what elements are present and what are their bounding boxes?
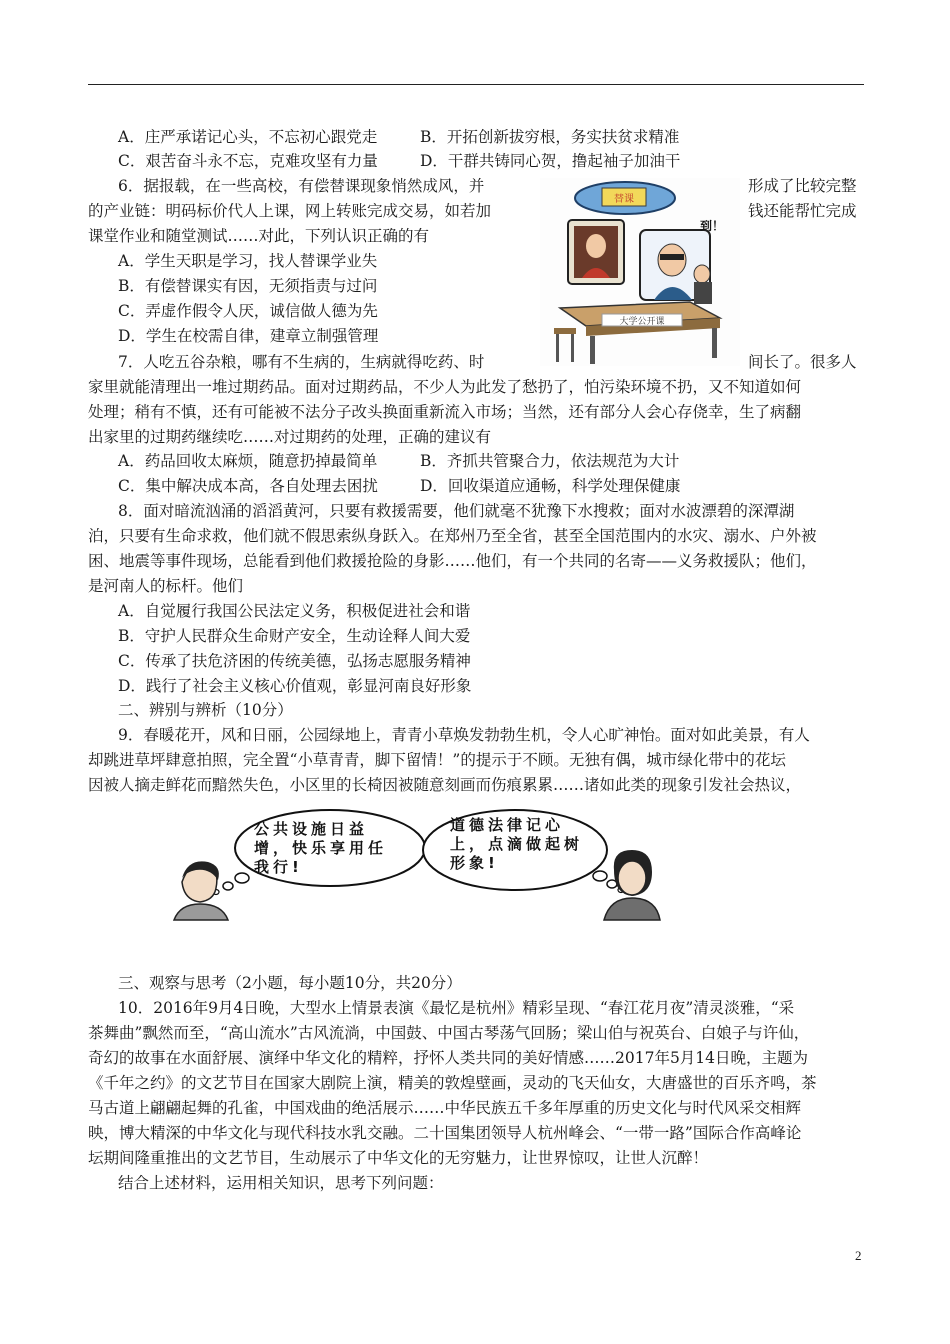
q6-option-d: D．学生在校需自律，建章立制强管理 xyxy=(118,327,379,345)
q7-line1-left: 7．人吃五谷杂粮，哪有不生病的，生病就得吃药、时 xyxy=(118,353,485,371)
q10-line6: 映，博大精深的中华文化与现代科技水乳交融。二十国集团领导人杭州峰会、“一带一路”国际合作高峰论 xyxy=(88,1124,802,1142)
q8-option-b: B．守护人民群众生命财产安全，生动诠释人间大爱 xyxy=(118,627,471,645)
q7-option-a: A．药品回收太麻烦，随意扔掉最简单 xyxy=(118,452,378,470)
q7-line4: 出家里的过期药继续吃……对过期药的处理，正确的建议有 xyxy=(88,428,492,446)
illus-desk-label: 大学公开课 xyxy=(619,317,665,327)
q5-option-d: D．干群共铸同心贺，撸起袖子加油干 xyxy=(420,152,681,170)
bubble-right-text: 道德法律记心上，点滴做起树形象! xyxy=(450,816,584,872)
q8-line1: 8．面对暗流汹涌的滔滔黄河，只要有救援需要，他们就毫不犹豫下水搜救；面对水波漂碧的深潭湖 xyxy=(118,502,795,520)
q6-line2-left: 的产业链：明码标价代人上课，网上转账完成交易，如若加 xyxy=(88,202,492,220)
q9-line3: 因被人摘走鲜花而黯然失色，小区里的长椅因被随意刻画而伤痕累累……诸如此类的现象引发社会热议， xyxy=(88,776,802,794)
q6-option-a: A．学生天职是学习，找人替课学业失 xyxy=(118,252,378,270)
bubble-left-text: 公共设施日益增，快乐享用任我行! xyxy=(254,820,388,876)
illus-sign-text: 替课 xyxy=(614,194,634,205)
q5-option-b: B．开拓创新拔穷根，务实扶贫求精准 xyxy=(420,128,680,146)
section2-title: 二、辨别与辨析（10分） xyxy=(118,701,293,719)
q10-line2: 茶舞曲”飘然而至，“高山流水”古风流淌，中国鼓、中国古琴荡气回肠；梁山伯与祝英台、白娘子与许仙， xyxy=(88,1024,810,1042)
page-number: 2 xyxy=(855,1248,862,1263)
illus-speech: 到！ xyxy=(700,219,725,233)
q8-option-c: C．传承了扶危济困的传统美德，弘扬志愿服务精神 xyxy=(118,652,471,670)
q10-line7: 坛期间隆重推出的文艺节目，生动展示了中华文化的无穷魅力，让世界惊叹，让世人沉醉！ xyxy=(88,1149,709,1167)
q7-line3: 处理；稍有不慎，还有可能被不法分子改头换面重新流入市场；当然，还有部分人会心存侥幸，生了病翻 xyxy=(88,403,802,421)
q7-line1-right: 间长了。很多人 xyxy=(748,353,857,371)
q10-line4: 《千年之约》的文艺节目在国家大剧院上演，精美的敦煌壁画，灵动的飞天仙女，大唐盛世的百乐齐鸣，茶 xyxy=(88,1074,817,1092)
q8-option-a: A．自觉履行我国公民法定义务，积极促进社会和谐 xyxy=(118,602,471,620)
q8-line3: 困、地震等事件现场，总能看到他们救援抢险的身影……他们，有一个共同的名寄——义务救援队；他们， xyxy=(88,552,817,570)
q9-line1: 9．春暖花开，风和日丽，公园绿地上，青青小草焕发勃勃生机，令人心旷神怡。面对如此美景，有人 xyxy=(118,726,810,744)
q6-line3: 课堂作业和随堂测试……对此，下列认识正确的有 xyxy=(88,227,430,245)
q8-line4: 是河南人的标杆。他们 xyxy=(88,577,244,595)
header-rule xyxy=(88,84,864,85)
q10-line5: 马古道上翩翩起舞的孔雀，中国戏曲的绝活展示……中华民族五千多年厚重的历史文化与时代风采交相辉 xyxy=(88,1099,802,1117)
q7-option-d: D．回收渠道应通畅，科学处理保健康 xyxy=(420,477,681,495)
q10-line3: 奇幻的故事在水面舒展、演绎中华文化的精粹，抒怀人类共同的美好情感……2017年5月14日晚，主题为 xyxy=(88,1049,809,1067)
q6-illustration xyxy=(540,178,740,366)
q8-line2: 泊，只要有生命求救，他们就不假思索纵身跃入。在郑州乃至全省，甚至全国范围内的水灾、溺水、户外被 xyxy=(88,527,817,545)
q7-option-b: B．齐抓共管聚合力，依法规范为大计 xyxy=(420,452,680,470)
boy-figure xyxy=(174,861,228,920)
q9-line2: 却跳进草坪肆意拍照，完全置“小草青青，脚下留情！”的提示于不顾。无独有偶，城市绿化带中的花坛 xyxy=(88,751,786,769)
q10-line1: 10．2016年9月4日晚，大型水上情景表演《最忆是杭州》精彩呈现、“春江花月夜”清灵淡雅，“采 xyxy=(118,999,795,1017)
q5-option-c: C．艰苦奋斗永不忘，克难攻坚有力量 xyxy=(118,152,378,170)
q5-option-a: A．庄严承诺记心头，不忘初心跟党走 xyxy=(118,128,378,146)
q6-option-b: B．有偿替课实有因，无须指责与过问 xyxy=(118,277,378,295)
q6-line1-right: 形成了比较完整 xyxy=(748,177,857,195)
q6-option-c: C．弄虚作假令人厌，诚信做人德为先 xyxy=(118,302,378,320)
q6-line2-right: 钱还能帮忙完成 xyxy=(748,202,857,220)
q8-option-d: D．践行了社会主义核心价值观，彰显河南良好形象 xyxy=(118,677,472,695)
q7-line2: 家里就能清理出一堆过期药品。面对过期药品，不少人为此发了愁扔了，怕污染环境不扔，又不知道如何 xyxy=(88,378,802,396)
q9-cartoon xyxy=(170,808,670,928)
q6-line1-left: 6．据报载，在一些高校，有偿替课现象悄然成风，并 xyxy=(118,177,485,195)
section3-title: 三、观察与思考（2小题，每小题10分，共20分） xyxy=(118,974,462,992)
q10-prompt: 结合上述材料，运用相关知识，思考下列问题： xyxy=(118,1174,444,1192)
q7-option-c: C．集中解决成本高，各自处理去困扰 xyxy=(118,477,378,495)
